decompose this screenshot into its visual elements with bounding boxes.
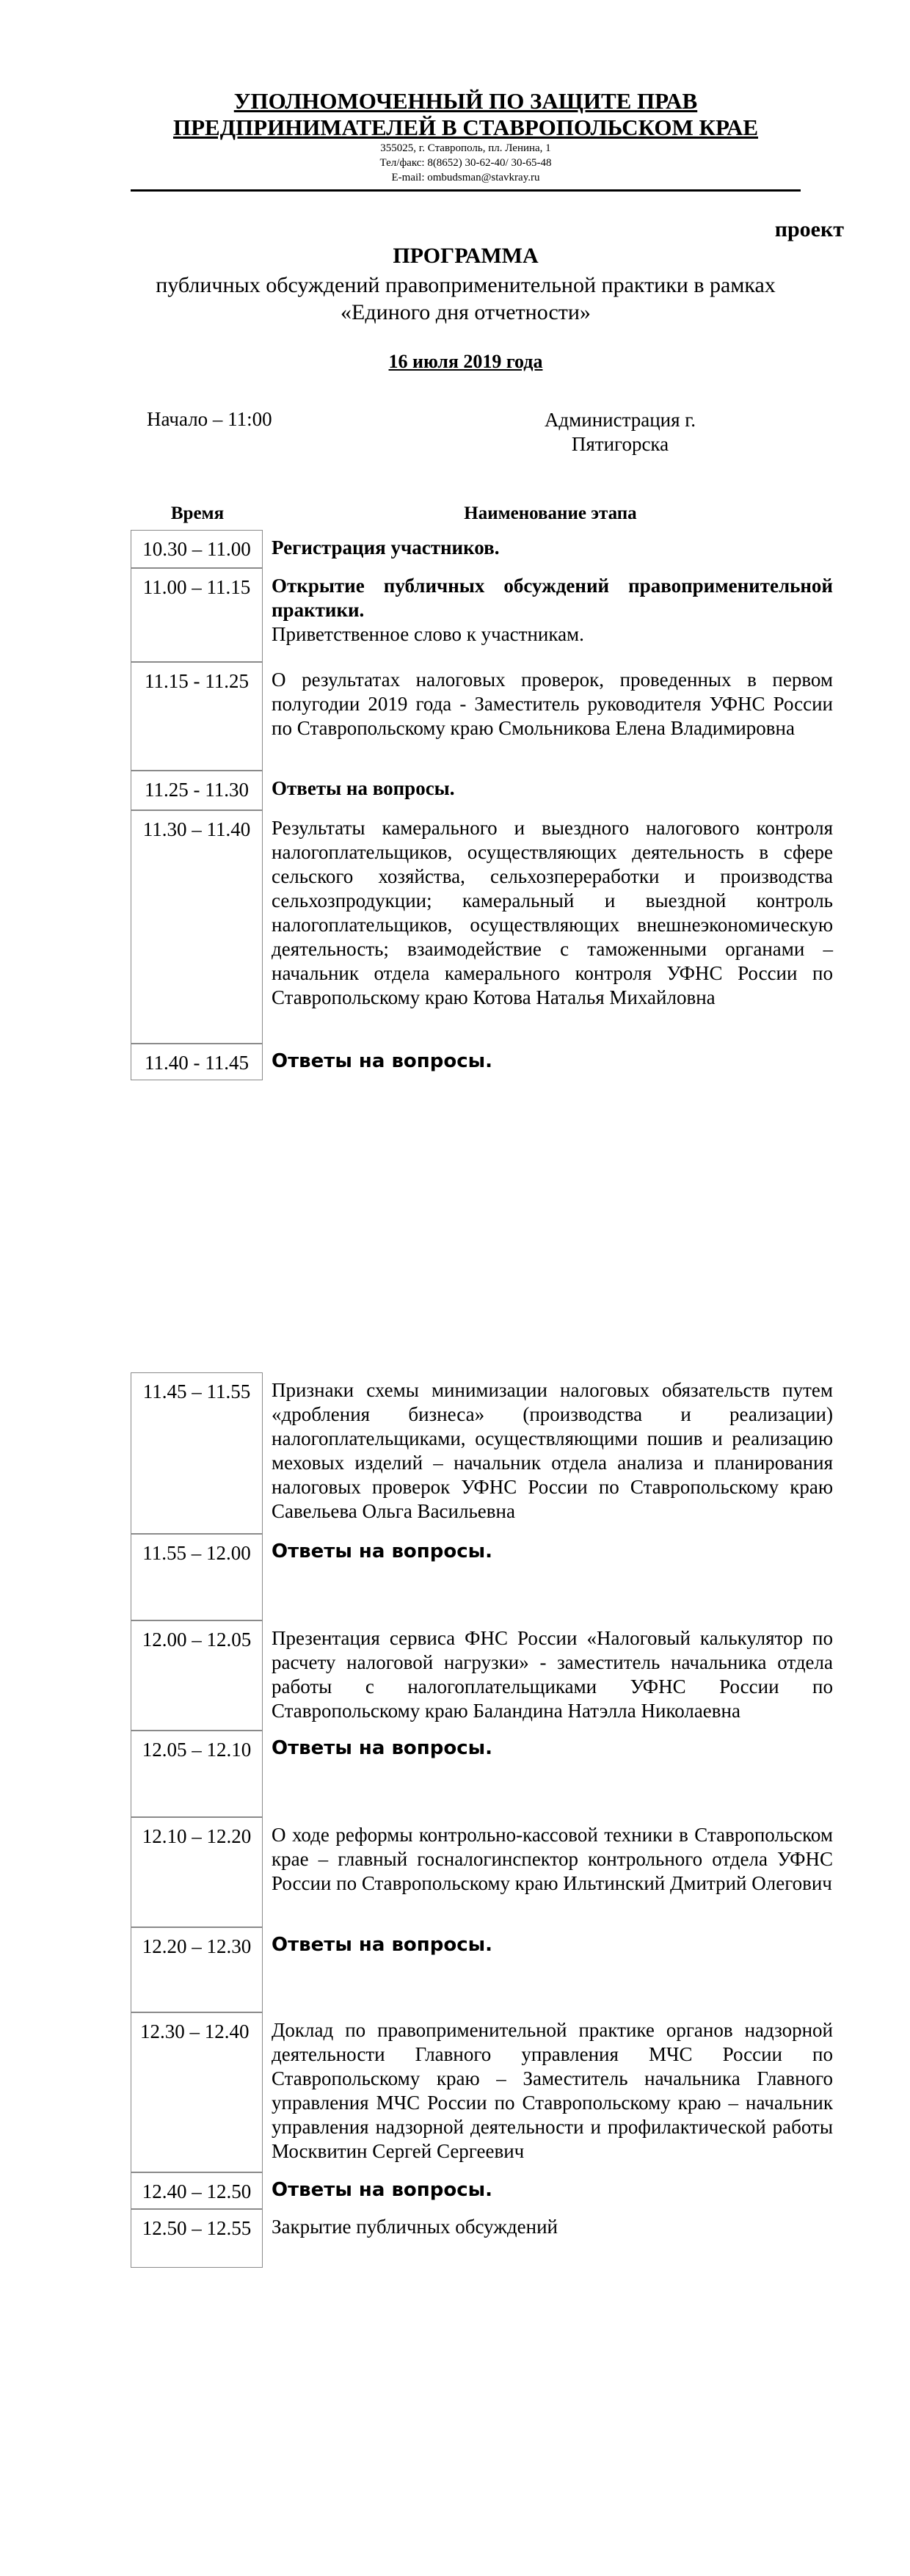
- time-cell: 10.30 – 11.00: [131, 530, 263, 568]
- stage-title: Ответы на вопросы.: [272, 1540, 493, 1562]
- stage-text: Презентация сервиса ФНС России «Налоговый калькулятор по расчету налоговой нагрузки» - заместитель начальника отдела работы с налогоплательщиками УФНС России по Ставропольскому краю Баландина Натэлла Николаевна: [272, 1627, 833, 1722]
- stage-title: Регистрация участников.: [272, 536, 500, 559]
- table-row: [131, 1927, 837, 2012]
- start-time: Начало – 11:00: [147, 408, 272, 430]
- stage-title: Открытие публичных обсуждений правоприменительной практики.: [272, 575, 833, 621]
- stage-cell: [272, 1927, 833, 1957]
- table-row: [131, 2012, 837, 2172]
- table-row: [131, 1372, 837, 1534]
- org-phone: Тел/факс: 8(8652) 30-62-40/ 30-65-48: [379, 157, 552, 169]
- org-email: E-mail: ombudsman@stavkray.ru: [391, 172, 540, 183]
- time-cell: 12.50 – 12.55: [131, 2209, 263, 2268]
- program-subtitle-line1: публичных обсуждений правоприменительной практики в рамках: [156, 273, 776, 297]
- table-row: [131, 1731, 837, 1817]
- stage-title: Ответы на вопросы.: [272, 1737, 493, 1759]
- stage-text: Доклад по правоприменительной практике органов надзорной деятельности Главного управления МЧС России по Ставропольскому краю – Заместитель начальника Главного управления МЧС России по Ставропольскому краю – начальник управления надзорной деятельности и профилактической работы Москвитин Сергей Сергеевич: [272, 2019, 833, 2162]
- stage-cell: [272, 568, 833, 647]
- time-cell: 11.45 – 11.55: [131, 1372, 263, 1534]
- column-header-stage: Наименование этапа: [464, 503, 637, 523]
- venue-line1: Администрация г.: [544, 409, 696, 431]
- venue-line2: Пятигорска: [571, 433, 669, 455]
- stage-text: Приветственное слово к участникам.: [272, 623, 584, 645]
- stage-cell: [272, 2209, 833, 2239]
- stage-title: Ответы на вопросы.: [272, 2179, 493, 2201]
- time-cell: 12.05 – 12.10: [131, 1731, 263, 1817]
- time-cell: 11.55 – 12.00: [131, 1534, 263, 1620]
- stage-cell: [272, 662, 833, 741]
- table-row: [131, 1044, 837, 1080]
- program-subtitle: [131, 272, 801, 326]
- column-header-time: Время: [170, 503, 225, 523]
- time-cell: 12.40 – 12.50: [131, 2172, 263, 2209]
- table-row: [131, 2172, 837, 2209]
- table-row: [131, 1534, 837, 1620]
- program-subtitle-line2: «Единого дня отчетности»: [341, 300, 591, 324]
- event-date: 16 июля 2019 года: [388, 351, 543, 372]
- org-name-line1: УПОЛНОМОЧЕННЫЙ ПО ЗАЩИТЕ ПРАВ: [233, 88, 698, 114]
- time-cell: 11.00 – 11.15: [131, 568, 263, 662]
- time-cell: 12.00 – 12.05: [131, 1620, 263, 1731]
- stage-cell: [272, 1044, 833, 1074]
- table-row: [131, 1817, 837, 1927]
- time-cell: 11.15 - 11.25: [131, 662, 263, 771]
- table-row: [131, 810, 837, 1044]
- table-row: [131, 530, 837, 568]
- stage-cell: [272, 2172, 833, 2202]
- stage-cell: [272, 771, 833, 801]
- org-address: 355025, г. Ставрополь, пл. Ленина, 1: [380, 142, 551, 154]
- stage-cell: [272, 810, 833, 1010]
- stage-text: О ходе реформы контрольно-кассовой техники в Ставропольском крае – главный госналогинспектор контрольного отдела УФНС России по Ставропольскому краю Ильтинский Дмитрий Олегович: [272, 1824, 833, 1894]
- stage-text: Закрытие публичных обсуждений: [272, 2216, 558, 2238]
- draft-label: проект: [774, 217, 844, 241]
- letterhead: [131, 88, 801, 185]
- table-row: [131, 662, 837, 771]
- stage-cell: [272, 1534, 833, 1564]
- table-row: [131, 771, 837, 810]
- stage-text: О результатах налоговых проверок, проведенных в первом полугодии 2019 года - Заместитель руководителя УФНС России по Ставропольскому краю Смольникова Елена Владимировна: [272, 669, 833, 739]
- table-row: [131, 2209, 837, 2268]
- stage-cell: [272, 1817, 833, 1896]
- org-name-line2: ПРЕДПРИНИМАТЕЛЕЙ В СТАВРОПОЛЬСКОМ КРАЕ: [172, 114, 759, 140]
- time-cell: 12.30 – 12.40: [131, 2012, 263, 2172]
- program-title: ПРОГРАММА: [393, 244, 539, 268]
- stage-title: Ответы на вопросы.: [272, 1050, 493, 1072]
- time-cell: 11.40 - 11.45: [131, 1044, 263, 1080]
- venue: [499, 408, 741, 456]
- stage-text: Признаки схемы минимизации налоговых обязательств путем «дробления бизнеса» (производства и реализации) налогоплательщиками, осуществляющими пошив и реализацию меховых изделий – начальник отдела анализа и планирования налоговых проверок УФНС России по Ставропольскому краю Савельева Ольга Васильевна: [272, 1379, 833, 1522]
- stage-cell: [272, 530, 833, 560]
- time-cell: 12.20 – 12.30: [131, 1927, 263, 2012]
- time-cell: 11.25 - 11.30: [131, 771, 263, 810]
- time-cell: 12.10 – 12.20: [131, 1817, 263, 1927]
- stage-cell: [272, 1620, 833, 1723]
- stage-cell: [272, 1731, 833, 1761]
- table-row: [131, 568, 837, 662]
- stage-cell: [272, 2012, 833, 2164]
- stage-title: Ответы на вопросы.: [272, 777, 455, 799]
- stage-title: Ответы на вопросы.: [272, 1934, 493, 1956]
- header-divider: [131, 189, 801, 192]
- stage-cell: [272, 1372, 833, 1524]
- table-row: [131, 1620, 837, 1731]
- time-cell: 11.30 – 11.40: [131, 810, 263, 1044]
- stage-text: Результаты камерального и выездного налогового контроля налогоплательщиков, осуществляющих деятельность в сфере сельского хозяйства, сельхозпереработки и производства сельхозпродукции; камеральный и выездной контроль налогоплательщиков, осуществляющих внешнеэкономическую деятельность; взаимодействие с таможенными органами – начальник отдела камерального контроля УФНС России по Ставропольскому краю Котова Наталья Михайловна: [272, 817, 833, 1008]
